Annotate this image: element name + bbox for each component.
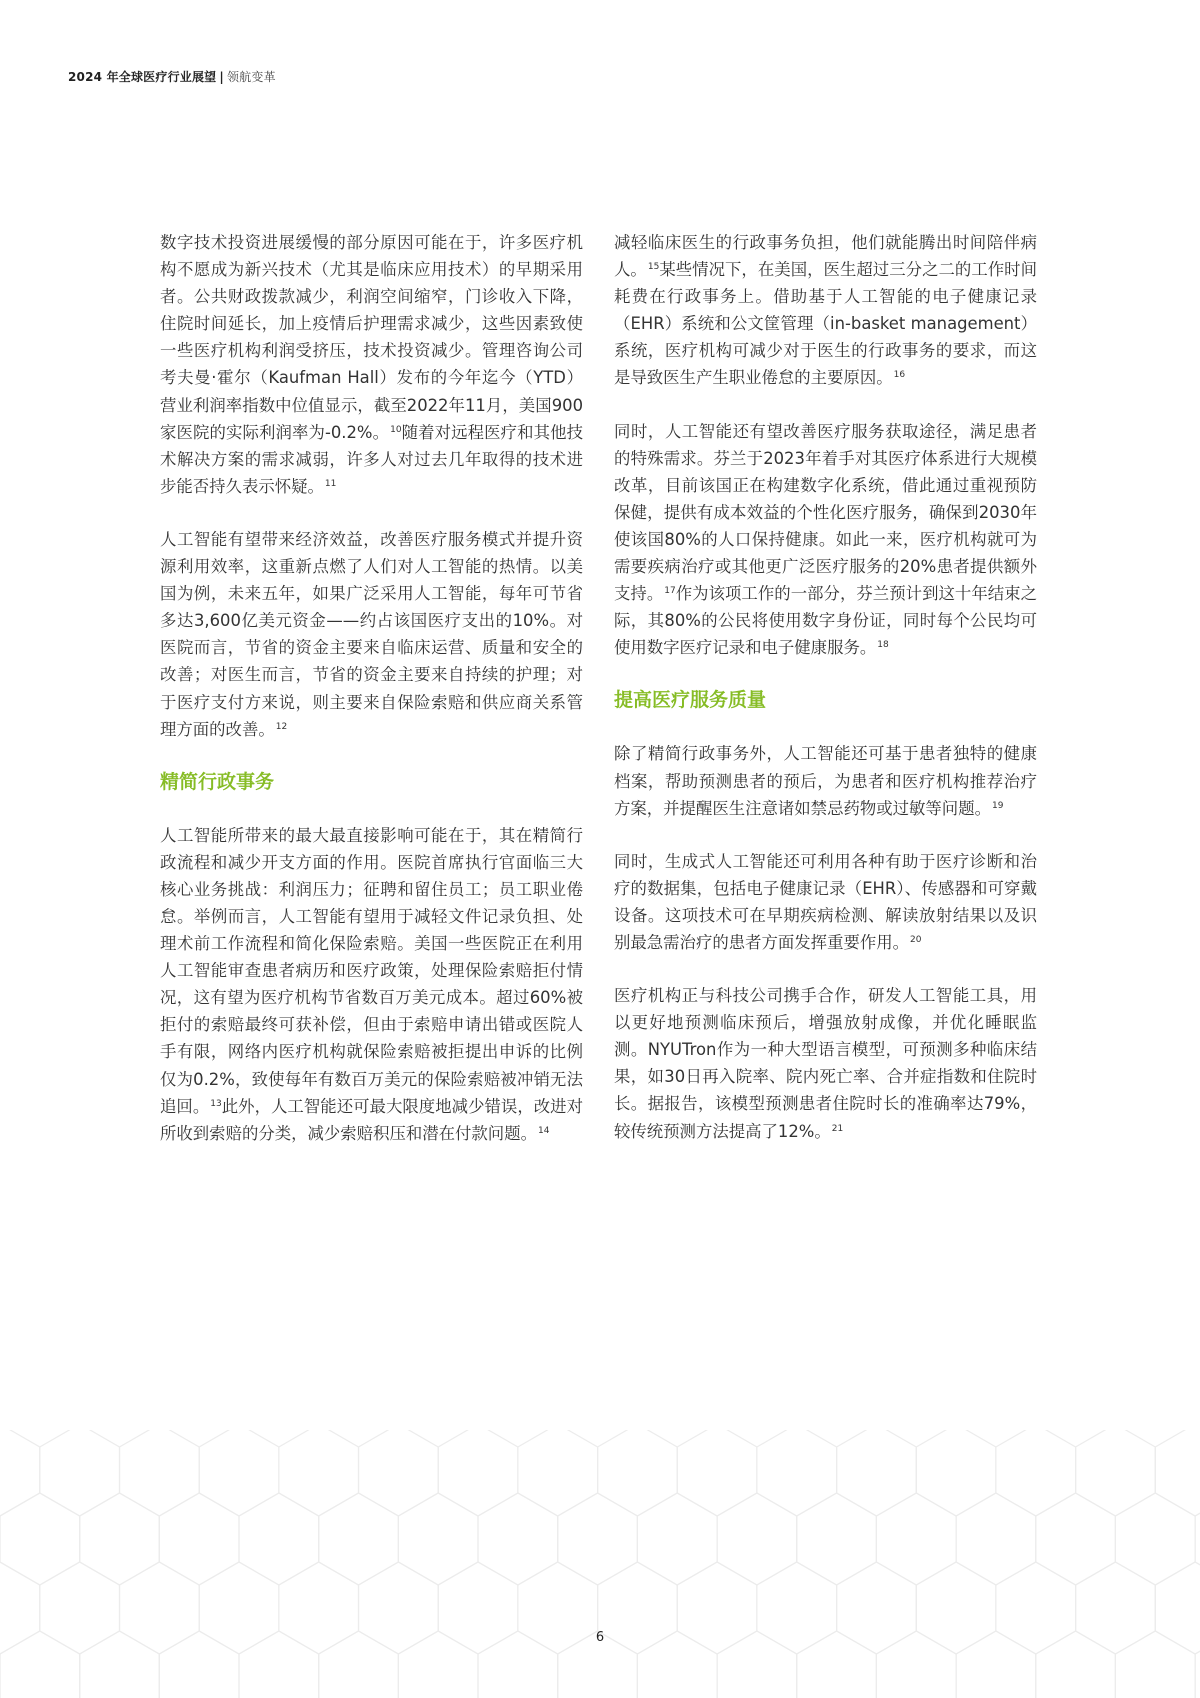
- hexagon-shape: [717, 1493, 797, 1585]
- hexagon-shape: [837, 1430, 917, 1516]
- hexagon-shape: [876, 1493, 956, 1585]
- footnote-ref[interactable]: 13: [210, 1098, 222, 1109]
- paragraph-text: 除了精简行政事务外，人工智能还可基于患者独特的健康档案，帮助预测患者的预后，为患者和医疗机构推荐治疗方案，并提醒医生注意诸如禁忌药物或过敏等问题。: [614, 744, 1037, 818]
- hexagon-shape: [677, 1430, 757, 1516]
- footnote-ref[interactable]: 20: [910, 934, 922, 945]
- footnote-ref[interactable]: 18: [877, 640, 889, 651]
- paragraph-text: 随着对远程医疗和其他技术解决方案的需求减弱，许多人对过去几年取得的技术进步能否持久表示怀疑。: [160, 422, 584, 496]
- document-subtitle: 领航变革: [226, 70, 276, 84]
- paragraph: [614, 740, 1037, 821]
- hexagon-shape: [438, 1430, 518, 1516]
- document-title: 2024 年全球医疗行业展望: [68, 70, 217, 84]
- paragraph-text: 同时，生成式人工智能还可利用各种有助于医疗诊断和治疗的数据集，包括电子健康记录（EHR）、传感器和可穿戴设备。这项技术可在早期疾病检测、解读放射结果以及识别最急需治疗的患者方面发挥重要作用。: [614, 851, 1037, 952]
- page-number: 6: [595, 1630, 605, 1645]
- footnote-ref[interactable]: 21: [831, 1123, 844, 1134]
- paragraph-text: 减轻临床医生的行政事务负担，他们就能腾出时间陪伴病人。: [614, 233, 1037, 280]
- left-column: [160, 229, 583, 1173]
- hexagon-shape: [1195, 1493, 1200, 1585]
- hexagon-shape: [0, 1430, 40, 1516]
- paragraph-text: 数字技术投资进展缓慢的部分原因可能在于，许多医疗机构不愿成为新兴技术（尤其是临床应用技术）的早期采用者。公共财政拨款减少，利润空间缩窄，门诊收入下降，住院时间延长，加上疫情后护理需求减少，这些因素致使一些医疗机构利润受挤压，技术投资减少。管理咨询公司考夫曼·霍尔（Kaufman Hall）发布的今年迄今（YTD）营业利润率指数中位值显示，截至2022年11月，美国900家医院的实际利润率为-0.2%。: [160, 233, 583, 442]
- paragraph-text: 人工智能所带来的最大最直接影响可能在于，其在精简行政流程和减少开支方面的作用。医院首席执行官面临三大核心业务挑战：利润压力；征聘和留住员工；员工职业倦怠。举例而言，人工智能有望用于减轻文件记录负担、处理术前工作流程和简化保险索赔。美国一些医院正在利用人工智能审查患者病历和医疗政策，处理保险索赔拒付情况，这有望为医疗机构节省数百万美元成本。超过60%被拒付的索赔最终可获补偿，但由于索赔申请出错或医院人手有限，网络内医疗机构就保险索赔被拒提出申诉的比例仅为0.2%，致使每年有数百万美元的保险索赔被冲销无法追回。: [160, 825, 583, 1116]
- paragraph-text: 人工智能有望带来经济效益，改善医疗服务模式并提升资源利用效率，这重新点燃了人们对人工智能的热情。以美国为例，未来五年，如果广泛采用人工智能，每年可节省多达3,600亿美元资金——约占该国医疗支出的10%。对医院而言，节省的资金主要来自临床运营、质量和安全的改善；对医生而言，节省的资金主要来自持续的护理；对于医疗支付方来说，则主要来自保险索赔和供应商关系管理方面的改善。: [160, 529, 583, 739]
- hexagon-shape: [1036, 1493, 1116, 1585]
- running-header: [68, 68, 276, 85]
- hexagon-shape: [80, 1493, 160, 1585]
- hexagon-pattern-decoration: [0, 1430, 1200, 1698]
- hexagon-shape: [558, 1493, 638, 1585]
- hexagon-shape: [916, 1430, 996, 1516]
- hexagon-shape: [478, 1493, 558, 1585]
- paragraph: [160, 822, 583, 1147]
- paragraph-text: 某些情况下，在美国，医生超过三分之二的工作时间耗费在行政事务上。借助基于人工智能的电子健康记录（EHR）系统和公文筐管理（in-basket management）系统，医疗机构可减少对于医生的行政事务的要求，而这是导致医生产生职业倦怠的主要原因。: [614, 260, 1037, 388]
- hexagon-shape: [120, 1430, 200, 1516]
- hexagon-shape: [0, 1493, 80, 1585]
- footnote-ref[interactable]: 11: [324, 478, 337, 489]
- hexagon-shape: [279, 1430, 359, 1516]
- paragraph: [614, 982, 1037, 1145]
- hexagon-shape: [637, 1493, 717, 1585]
- header-separator: |: [219, 70, 224, 84]
- footnote-ref[interactable]: 10: [390, 424, 402, 435]
- hexagon-shape: [398, 1493, 478, 1585]
- hexagon-shape: [239, 1493, 319, 1585]
- footnote-ref[interactable]: 16: [893, 370, 906, 381]
- hexagon-shape: [40, 1430, 120, 1516]
- hexagon-shape: [1115, 1493, 1195, 1585]
- footnote-ref[interactable]: 19: [991, 800, 1004, 811]
- hexagon-shape: [956, 1493, 1036, 1585]
- hexagon-shape: [757, 1430, 837, 1516]
- paragraph-text: 同时，人工智能还有望改善医疗服务获取途径，满足患者的特殊需求。芬兰于2023年着手对其医疗体系进行大规模改革，目前该国正在构建数字化系统，借此通过重视预防保健，提供有成本效益的个性化医疗服务，确保到2030年使该国80%的人口保持健康。如此一来，医疗机构就可为需要疾病治疗或其他更广泛医疗服务的20%患者提供额外支持。: [614, 421, 1037, 604]
- hexagon-shape: [598, 1430, 678, 1516]
- hexagon-shape: [1076, 1430, 1156, 1516]
- paragraph: [614, 848, 1037, 956]
- footnote-ref[interactable]: 14: [537, 1125, 550, 1136]
- section-heading-quality: 提高医疗服务质量: [614, 689, 767, 712]
- paragraph: [614, 229, 1037, 392]
- paragraph: [160, 229, 583, 500]
- hexagon-shape: [518, 1430, 598, 1516]
- paragraph-text: 此外，人工智能还可最大限度地减少错误，改进对所收到索赔的分类，减少索赔积压和潜在付款问题。: [160, 1096, 583, 1143]
- section-heading-admin: 精简行政事务: [160, 770, 275, 793]
- hexagon-shape: [319, 1493, 399, 1585]
- hexagon-shape: [199, 1430, 279, 1516]
- right-column: [614, 229, 1037, 1171]
- footnote-ref[interactable]: 12: [275, 721, 288, 732]
- paragraph: [160, 526, 583, 743]
- hexagon-shape: [797, 1493, 877, 1585]
- hexagon-shape: [359, 1430, 439, 1516]
- paragraph-text: 作为该项工作的一部分，芬兰预计到这十年结束之际，其80%的公民将使用数字身份证，同时每个公民均可使用数字医疗记录和电子健康服务。: [614, 584, 1037, 658]
- paragraph: [614, 418, 1037, 662]
- paragraph-text: 医疗机构正与科技公司携手合作，研发人工智能工具，用以更好地预测临床预后，增强放射成像，并优化睡眠监测。NYUTron作为一种大型语言模型，可预测多种临床结果，如30日再入院率、院内死亡率、合并症指数和住院时长。据报告，该模型预测患者住院时长的准确率达79%，较传统预测方法提高了12%。: [614, 986, 1037, 1141]
- hexagon-shape: [159, 1493, 239, 1585]
- hexagon-shape: [1155, 1430, 1200, 1516]
- footnote-ref[interactable]: 17: [664, 586, 676, 597]
- footnote-ref[interactable]: 15: [647, 262, 660, 273]
- hexagon-shape: [996, 1430, 1076, 1516]
